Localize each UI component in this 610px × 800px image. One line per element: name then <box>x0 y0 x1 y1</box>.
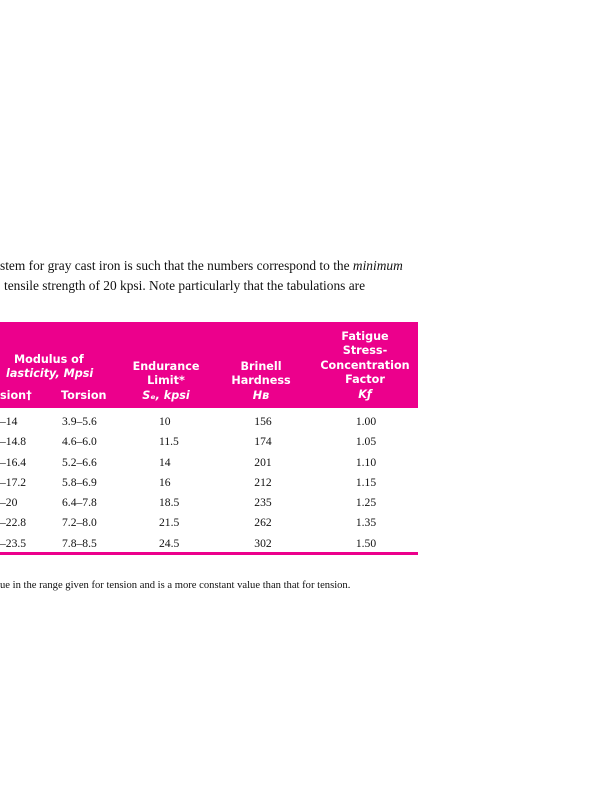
cell-kf: 1.35 <box>355 516 377 530</box>
header-fatigue-line4: Factor <box>345 373 385 387</box>
cell-torsion: 6.4–7.8 <box>62 496 97 510</box>
cell-kf: 1.00 <box>355 415 377 428</box>
header-brinell <box>231 360 290 403</box>
table-header <box>0 322 418 408</box>
cell-endurance: 18.5 <box>159 496 180 510</box>
header-endurance-line3: Sₑ, kpsi <box>142 388 190 402</box>
header-endurance <box>133 360 200 403</box>
cell-endurance: 11.5 <box>159 435 179 449</box>
cell-kf: 1.10 <box>355 455 377 469</box>
cell-torsion: 5.2–6.6 <box>62 455 97 469</box>
header-brinell-line1: Brinell <box>240 360 282 373</box>
header-modulus <box>6 353 93 382</box>
header-fatigue-line2: Stress- <box>342 344 388 358</box>
cell-brinell: 174 <box>254 435 272 449</box>
cell-kf: 1.25 <box>355 496 377 510</box>
table-row <box>0 514 418 534</box>
cell-torsion: 4.6–6.0 <box>62 435 97 449</box>
cell-tension: –14 <box>0 415 18 428</box>
table-row <box>0 494 418 514</box>
intro-line-1 <box>0 256 610 276</box>
cell-kf: 1.05 <box>355 435 377 449</box>
cell-brinell: 156 <box>254 415 272 428</box>
intro-line-2: tensile strength of 20 kpsi. Note particularly that the tabulations are <box>4 278 366 293</box>
cell-torsion: 5.8–6.9 <box>62 475 97 489</box>
table-row <box>0 454 418 474</box>
table-row <box>0 413 418 433</box>
cell-kf: 1.50 <box>355 536 377 550</box>
cell-endurance: 21.5 <box>159 516 180 530</box>
header-modulus-line2: lasticity, Mpsi <box>6 367 94 381</box>
cell-tension: –22.8 <box>0 516 27 530</box>
cell-endurance: 24.5 <box>159 536 180 550</box>
cell-brinell: 302 <box>254 536 272 550</box>
cell-endurance: 14 <box>159 455 171 469</box>
header-endurance-line2: Limit* <box>147 374 185 388</box>
header-brinell-line2: Hardness <box>231 374 291 388</box>
cell-kf: 1.15 <box>355 475 377 489</box>
header-fatigue-line1: Fatigue <box>341 330 389 343</box>
intro-paragraph <box>0 256 610 296</box>
cell-brinell: 235 <box>254 496 272 510</box>
cell-torsion: 7.2–8.0 <box>62 516 97 530</box>
header-brinell-line3: Hʙ <box>252 388 270 402</box>
table-row <box>0 474 418 494</box>
cell-brinell: 201 <box>254 455 272 469</box>
cell-torsion: 3.9–5.6 <box>62 415 97 428</box>
cell-brinell: 212 <box>254 475 272 489</box>
header-torsion: Torsion <box>61 389 107 402</box>
intro-line-1-text: stem for gray cast iron is such that the numbers correspond to the <box>0 258 353 273</box>
table-row <box>0 433 418 453</box>
cell-tension: –16.4 <box>0 455 27 469</box>
intro-line-1-italic: minimum <box>352 258 403 273</box>
cell-tension: –17.2 <box>0 475 27 489</box>
cell-endurance: 10 <box>159 415 171 428</box>
cell-torsion: 7.8–8.5 <box>62 536 97 550</box>
header-fatigue-line5: Kƒ <box>358 387 372 401</box>
header-modulus-line1: Modulus of <box>14 353 84 366</box>
cell-tension: –14.8 <box>0 435 27 449</box>
header-endurance-line1: Endurance <box>132 360 200 373</box>
footnote: ue in the range given for tension and is a more constant value than that for tension. <box>0 580 351 591</box>
header-tension: sion† <box>0 389 32 402</box>
cell-endurance: 16 <box>159 475 171 489</box>
header-fatigue-line3: Concentration <box>320 358 410 372</box>
cell-brinell: 262 <box>254 516 272 530</box>
cell-tension: –23.5 <box>0 536 27 550</box>
table-bottom-rule <box>0 552 418 555</box>
header-fatigue <box>320 330 409 402</box>
cell-tension: –20 <box>0 496 18 510</box>
table-body <box>0 413 418 555</box>
